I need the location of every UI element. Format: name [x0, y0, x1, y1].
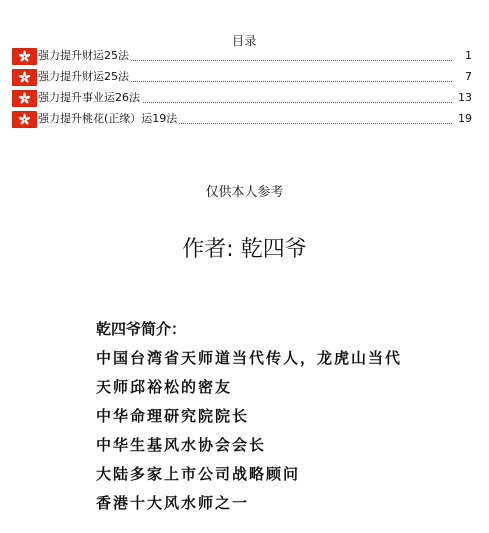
hong-kong-flag-icon: [12, 69, 37, 86]
intro-line: 中华生基风水协会会长: [96, 436, 267, 454]
intro-line: 香港十大风水师之一: [96, 494, 250, 512]
toc-entry-page: 13: [458, 91, 472, 104]
toc-entry-label: 强力提升财运25法: [38, 70, 129, 83]
reference-note: 仅供本人参考: [205, 185, 284, 200]
table-of-contents: [12, 47, 472, 131]
toc-title: 目录: [231, 34, 257, 48]
toc-entry[interactable]: [12, 47, 472, 68]
hong-kong-flag-icon: [12, 48, 37, 65]
toc-entry[interactable]: [12, 110, 472, 131]
toc-entry[interactable]: [12, 68, 472, 89]
toc-entry[interactable]: [12, 89, 472, 110]
toc-entry-label: 强力提升财运25法: [38, 49, 129, 62]
toc-entry-label: 强力提升事业运26法: [38, 91, 140, 104]
toc-entry-page: 7: [465, 70, 472, 83]
intro-line: 中华命理研究院院长: [96, 407, 250, 425]
intro-line: 大陆多家上市公司战略顾问: [96, 465, 301, 483]
hong-kong-flag-icon: [12, 111, 37, 128]
intro-line: 天师邱裕松的密友: [96, 378, 233, 396]
toc-entry-page: 19: [458, 112, 472, 125]
author-introduction: [96, 319, 466, 522]
intro-line: 中国台湾省天师道当代传人，龙虎山当代: [96, 349, 403, 367]
toc-entry-label: 强力提升桃花(正缘）运19法: [38, 112, 178, 125]
toc-entry-page: 1: [465, 49, 472, 62]
author-line: 作者: 乾四爷: [182, 237, 307, 262]
intro-heading: 乾四爷简介：: [96, 320, 187, 338]
hong-kong-flag-icon: [12, 90, 37, 107]
